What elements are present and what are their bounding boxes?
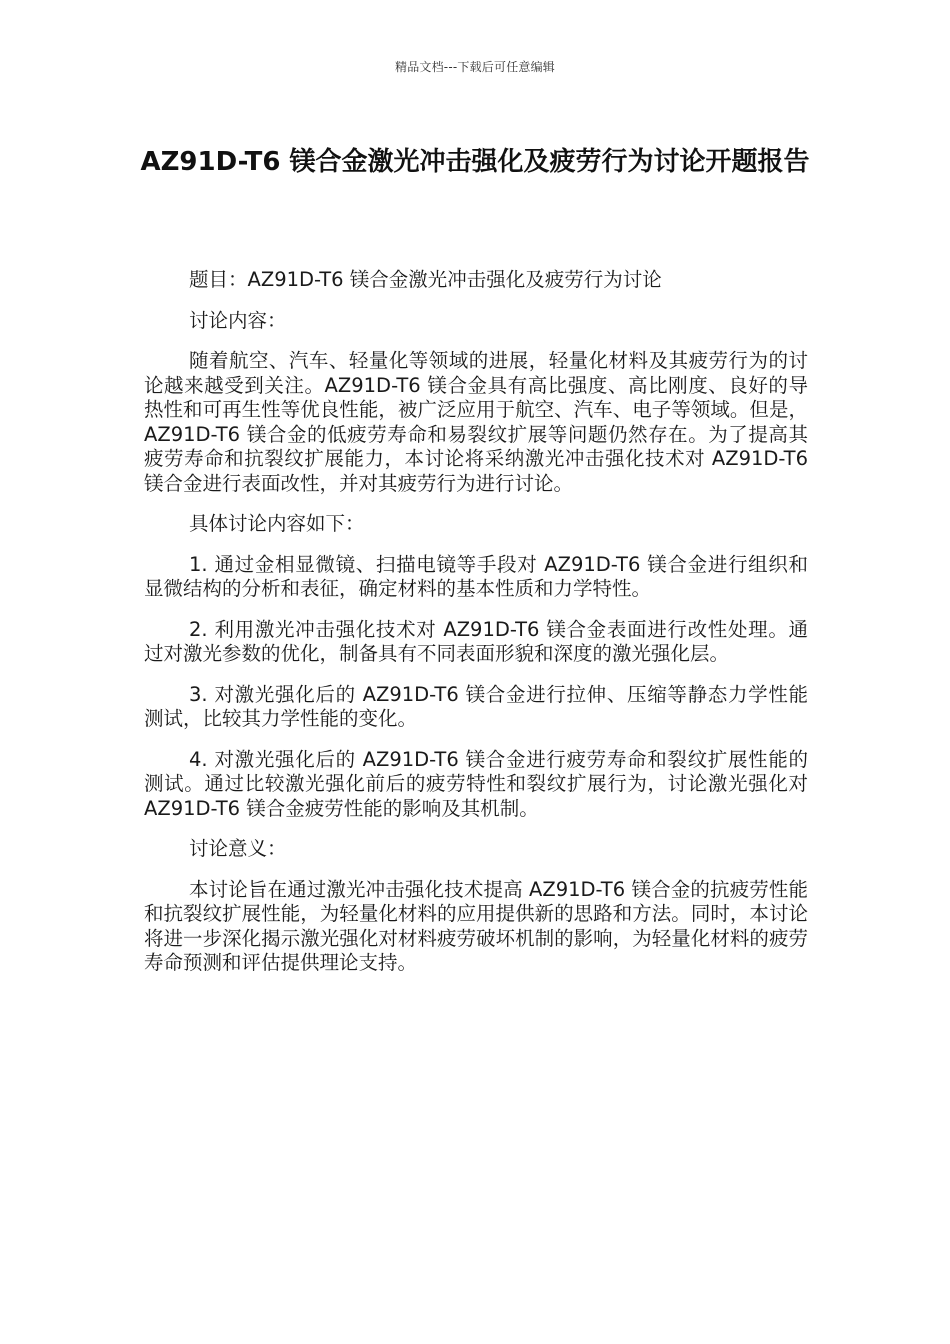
document-body [144, 268, 808, 992]
section-heading-significance: 讨论意义： [189, 837, 287, 860]
section-heading-content: 讨论内容： [189, 308, 287, 332]
document-title: AZ91D-T6 镁合金激光冲击强化及疲劳行为讨论开题报告 [140, 147, 810, 177]
list-item: 4. 对激光强化后的 AZ91D-T6 镁合金进行疲劳寿命和裂纹扩展性能的测试。通过比较激光强化前后的疲劳特性和裂纹扩展行为，讨论激光强化对 AZ91D-T6 镁合金疲劳性能的影响及其机制。 [144, 747, 808, 820]
list-item: 2. 利用激光冲击强化技术对 AZ91D-T6 镁合金表面进行改性处理。通过对激光参数的优化，制备具有不同表面形貌和深度的激光强化层。 [144, 617, 808, 665]
list-item: 3. 对激光强化后的 AZ91D-T6 镁合金进行拉伸、压缩等静态力学性能测试，比较其力学性能的变化。 [144, 682, 808, 730]
topic-line: 题目：AZ91D-T6 镁合金激光冲击强化及疲劳行为讨论 [189, 268, 662, 291]
subsection-heading: 具体讨论内容如下： [189, 512, 365, 535]
header-note: 精品文档---下载后可任意编辑 [395, 60, 555, 74]
significance-paragraph: 本讨论旨在通过激光冲击强化技术提高 AZ91D-T6 镁合金的抗疲劳性能和抗裂纹扩展性能，为轻量化材料的应用提供新的思路和方法。同时，本讨论将进一步深化揭示激光强化对材料疲劳破坏机制的影响，为轻量化材料的疲劳寿命预测和评估提供理论支持。 [144, 877, 808, 974]
list-item: 1. 通过金相显微镜、扫描电镜等手段对 AZ91D-T6 镁合金进行组织和显微结构的分析和表征，确定材料的基本性质和力学特性。 [144, 552, 808, 600]
intro-paragraph: 随着航空、汽车、轻量化等领域的进展，轻量化材料及其疲劳行为的讨论越来越受到关注。AZ91D-T6 镁合金具有高比强度、高比刚度、良好的导热性和可再生性等优良性能，被广泛应用于航空、汽车、电子等领域。但是，AZ91D-T6 镁合金的低疲劳寿命和易裂纹扩展等问题仍然存在。为了提高其疲劳寿命和抗裂纹扩展能力，本讨论将采纳激光冲击强化技术对 AZ91D-T6 镁合金进行表面改性，并对其疲劳行为进行讨论。 [144, 349, 808, 495]
